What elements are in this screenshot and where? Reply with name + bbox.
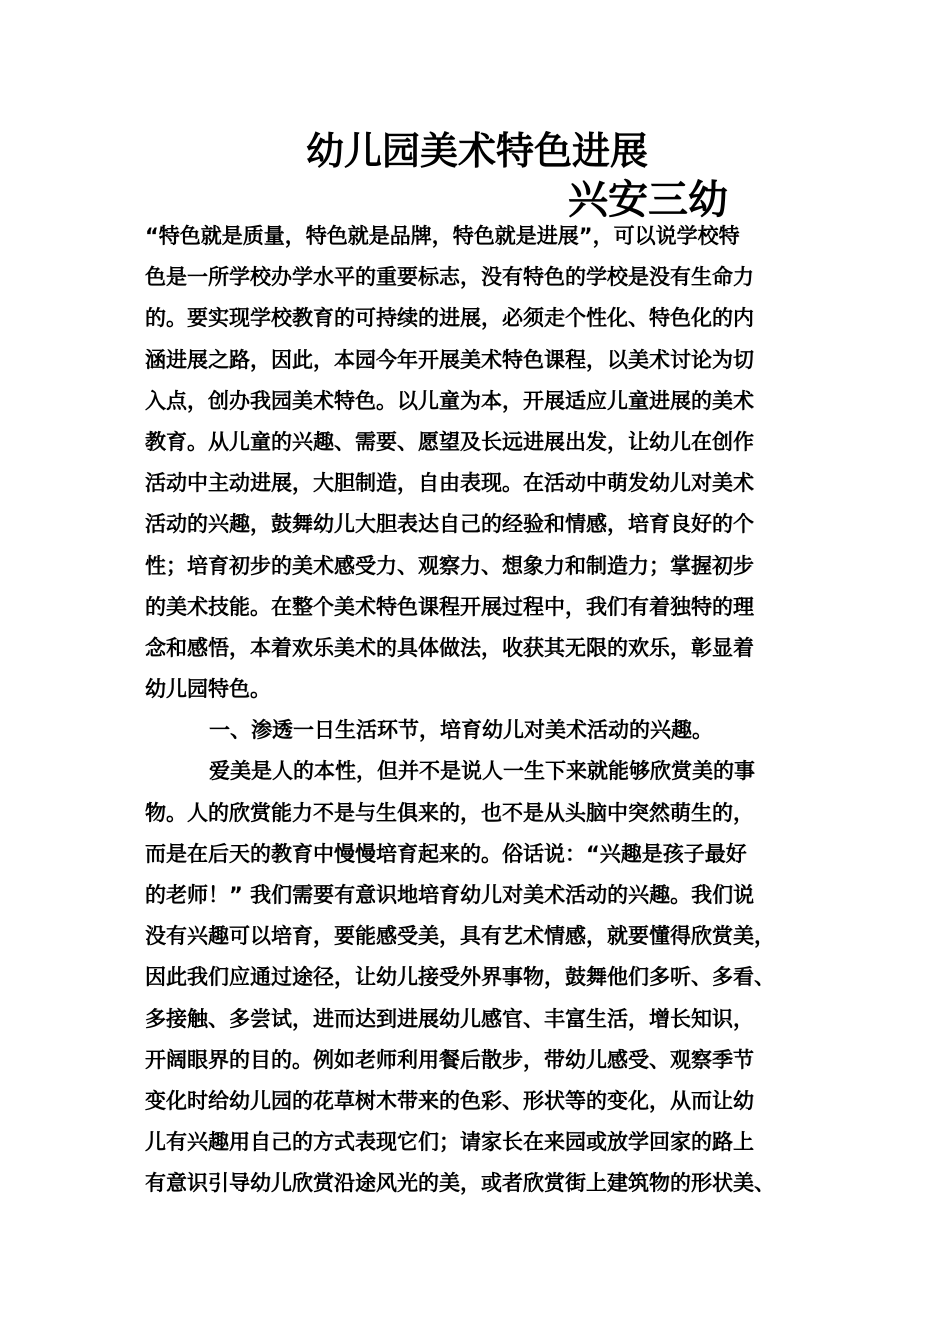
body-text-line: 儿有兴趣用自己的方式表现它们；请家长在来园或放学回家的路上 <box>145 1130 754 1155</box>
body-text-line: 开阔眼界的目的。例如老师利用餐后散步，带幼儿感受、观察季节 <box>145 1047 754 1072</box>
body-text-line: 有意识引导幼儿欣赏沿途风光的美，或者欣赏街上建筑物的形状美、 <box>145 1171 775 1196</box>
body-text-line: 涵进展之路，因此，本园今年开展美术特色课程，以美术讨论为切 <box>145 347 754 372</box>
document-author: 兴安三幼 <box>568 177 728 223</box>
body-text-line: 入点，创办我园美术特色。以儿童为本，开展适应儿童进展的美术 <box>145 388 754 413</box>
document-body <box>145 216 817 1205</box>
body-text-line: 的老师！” 我们需要有意识地培育幼儿对美术活动的兴趣。我们说 <box>145 883 755 907</box>
body-text-line: 物。人的欣赏能力不是与生俱来的，也不是从头脑中突然萌生的， <box>145 800 754 825</box>
body-text-line: 的。要实现学校教育的可持续的进展，必须走个性化、特色化的内 <box>145 306 754 331</box>
body-text-line: 念和感悟，本着欢乐美术的具体做法，收获其无限的欢乐，彰显着 <box>145 635 754 660</box>
body-text-line: 色是一所学校办学水平的重要标志，没有特色的学校是没有生命力 <box>145 265 754 290</box>
body-text-line: 活动中主动进展，大胆制造，自由表现。在活动中萌发幼儿对美术 <box>145 471 754 496</box>
document-title <box>0 125 950 177</box>
body-text-line: 变化时给幼儿园的花草树木带来的色彩、形状等的变化，从而让幼 <box>145 1088 754 1113</box>
body-text-line: 的美术技能。在整个美术特色课程开展过程中，我们有着独特的理 <box>145 594 754 619</box>
body-text-line: 多接触、多尝试，进而达到进展幼儿感官、丰富生活，增长知识， <box>145 1006 754 1031</box>
body-text-line: 爱美是人的本性，但并不是说人一生下来就能够欣赏美的事 <box>209 759 755 784</box>
body-text-line: 而是在后天的教育中慢慢培育起来的。俗话说：“兴趣是孩子最好 <box>145 841 747 866</box>
body-text-line: 因此我们应通过途径，让幼儿接受外界事物，鼓舞他们多听、多看、 <box>145 965 775 990</box>
body-text-line: 活动的兴趣，鼓舞幼儿大胆表达自己的经验和情感，培育良好的个 <box>145 512 754 537</box>
body-text-line: 没有兴趣可以培育，要能感受美，具有艺术情感，就要懂得欣赏美， <box>145 924 775 949</box>
body-text-line: 教育。从儿童的兴趣、需要、愿望及长远进展出发，让幼儿在创作 <box>145 429 754 454</box>
document-title-text: 幼儿园美术特色进展 <box>305 129 648 173</box>
body-text-line: 性；培育初步的美术感受力、观察力、想象力和制造力；掌握初步 <box>145 553 754 578</box>
body-text-line: 一、渗透一日生活环节，培育幼儿对美术活动的兴趣。 <box>209 718 713 743</box>
body-text-line: “特色就是质量，特色就是品牌，特色就是进展”，可以说学校特 <box>145 224 740 248</box>
body-text-line: 幼儿园特色。 <box>145 677 271 702</box>
